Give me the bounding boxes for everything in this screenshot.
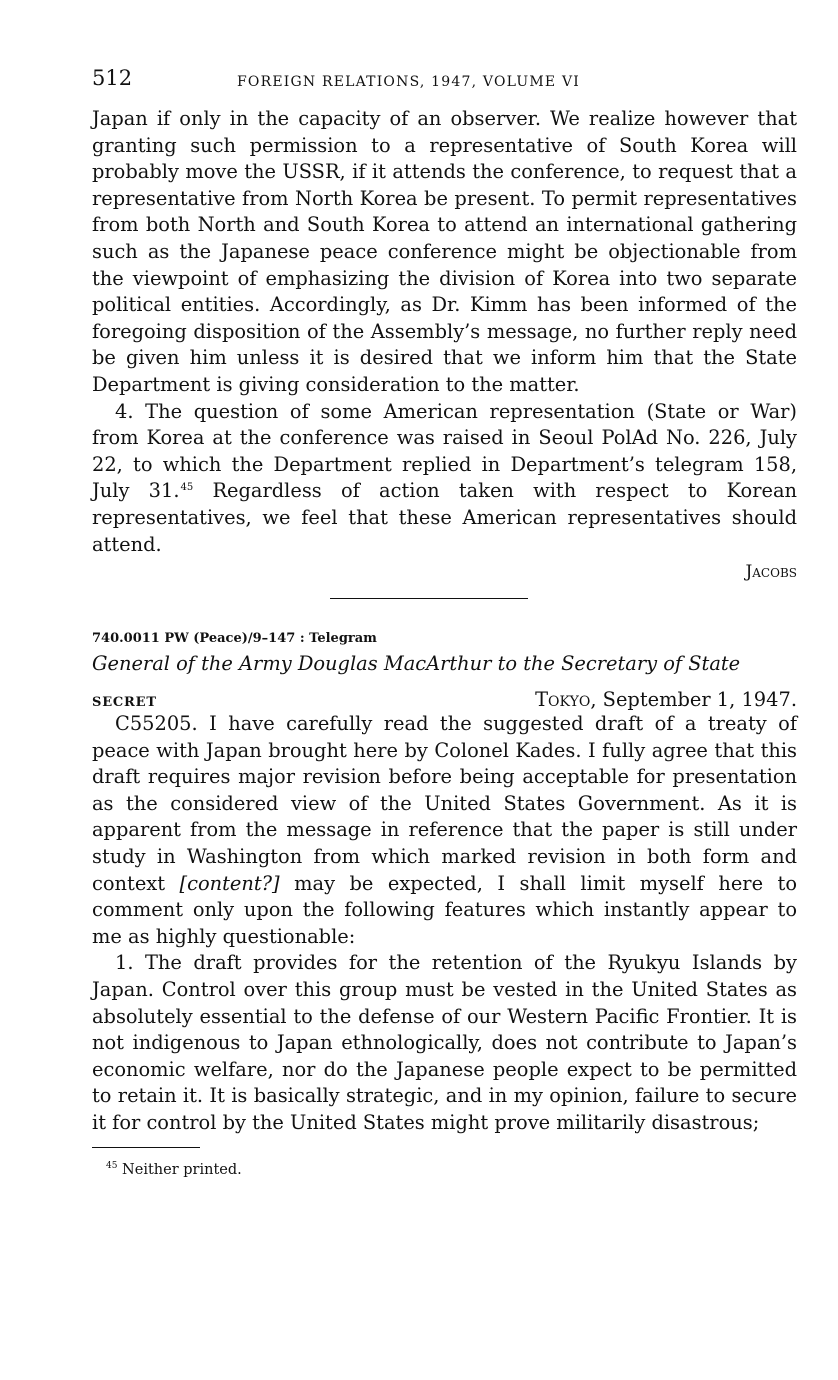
- footnote-text: Neither printed.: [117, 1161, 242, 1178]
- place: Tokyo,: [535, 688, 597, 712]
- paragraph-text: Regardless of action taken with respect to Korean representatives, we feel that these American representatives should attend.: [92, 479, 798, 556]
- paragraph-continuation: [92, 106, 797, 399]
- page-number: 512: [92, 66, 133, 90]
- document-page: [92, 66, 797, 1177]
- place-date: [535, 688, 797, 711]
- paragraph-text: 1. The draft provides for the retention of the Ryukyu Islands by Japan. Control over this group must be vested in the United States as absolutely essential to the defense of our Western Pacific Frontier. It is not indigenous to Japan ethnologically, does not contribute to Japan’s economic welfare, nor do the Japanese people expect to be permitted to retain it. It is basically strategic, and in my opinion, failure to secure it for control by the United States might prove militarily disastrous;: [92, 951, 797, 1134]
- dateline: [92, 688, 797, 711]
- editorial-insertion: [content?]: [179, 871, 280, 895]
- paragraph-text: may be expected, I shall limit myself here to comment only upon the following features which instantly appear to me as highly questionable:: [92, 871, 797, 948]
- date: September 1, 1947.: [596, 688, 797, 712]
- section-divider: [330, 598, 528, 599]
- running-head: [92, 66, 797, 106]
- footnote-reference: 45: [180, 481, 194, 493]
- paragraph-text: 4. The question of some American representation (State or War) from Korea at the conference was raised in Seoul PolAd No. 226, July 22, to which the Department replied in Department’s telegram 158, July 31.: [92, 399, 797, 503]
- footnote-mark: 45: [106, 1160, 118, 1171]
- paragraph-item-4: [92, 399, 797, 559]
- paragraph-text: Japan if only in the capacity of an observer. We realize however that granting such permission to a representative of South Korea will probably move the USSR, if it attends the conference, to request that a representative from North Korea be present. To permit representatives from both North and South Korea to attend an international gathering such as the Japanese peace conference might be objectionable from the viewpoint of emphasizing the division of Korea into two separate political entities. Accordingly, as Dr. Kimm has been informed of the foregoing disposition of the Assembly’s message, no further reply need be given him unless it is desired that we inform him that the State Department is giving consideration to the matter.: [92, 107, 797, 396]
- paragraph-text: C55205. I have carefully read the suggested draft of a treaty of peace with Japan brought here by Colonel Kades. I fully agree that this draft requires major revision before being acceptable for presentation as the considered view of the United States Government. As it is apparent from the message in reference that the paper is still under study in Washington from which marked revision in both form and context: [92, 712, 797, 895]
- paragraph-telegram-body: [92, 711, 797, 950]
- file-reference: 740.0011 PW (Peace)/9–147 : Telegram: [92, 631, 377, 647]
- footnote: [106, 1161, 797, 1178]
- signature: Jacobs: [745, 562, 797, 583]
- footnote-divider: [92, 1147, 200, 1148]
- document-title: General of the Army Douglas MacArthur to the Secretary of State: [92, 652, 741, 676]
- running-header-title: FOREIGN RELATIONS, 1947, VOLUME VI: [237, 74, 581, 90]
- classification-label: SECRET: [92, 695, 157, 711]
- paragraph-item-1: [92, 950, 797, 1136]
